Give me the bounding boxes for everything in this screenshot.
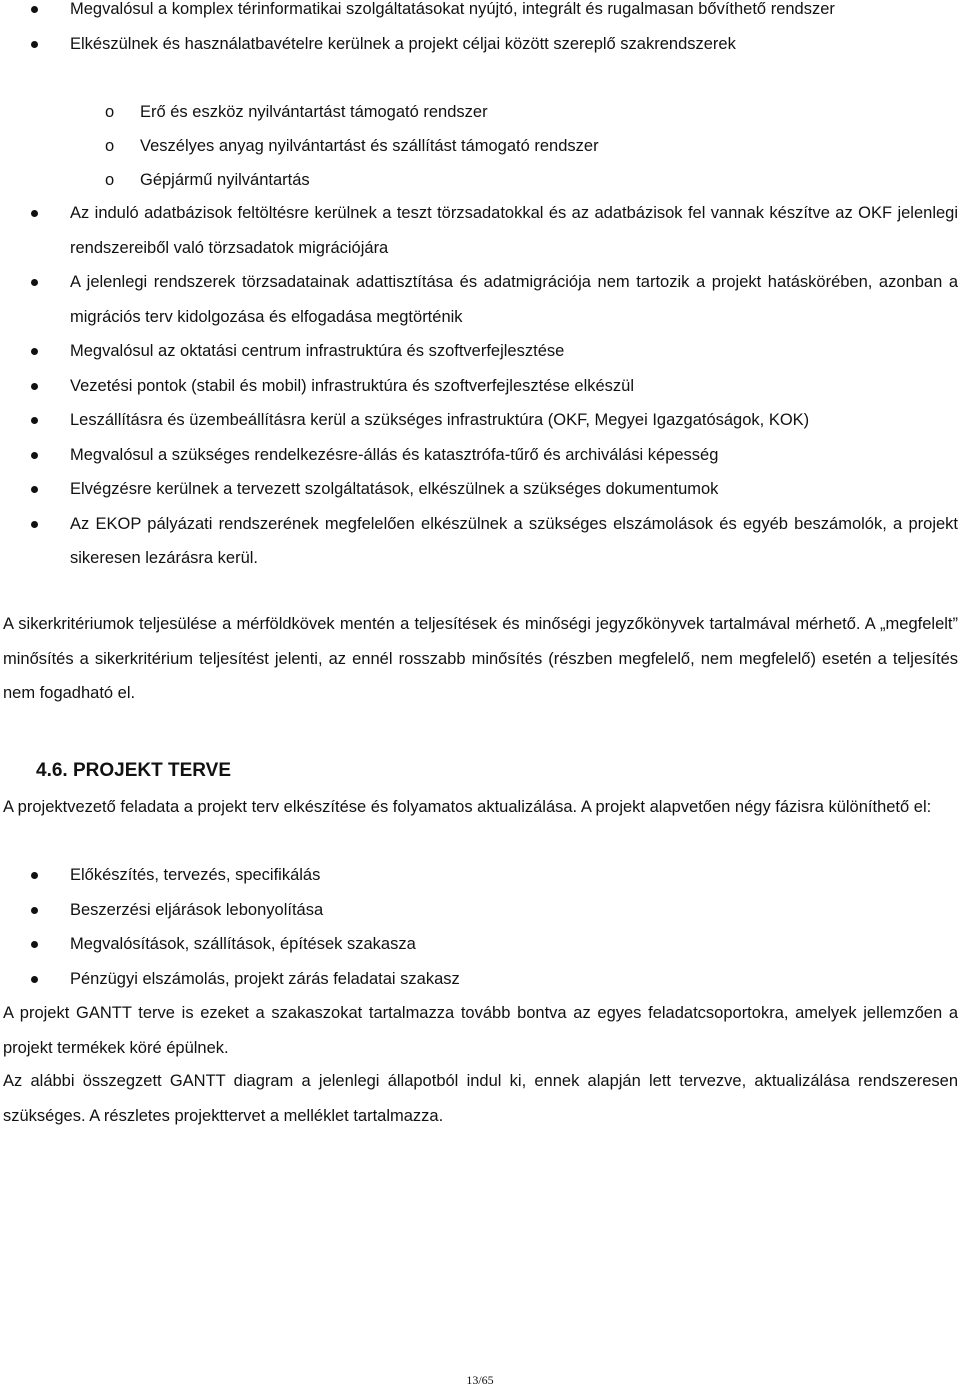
- circle-bullet-icon: o: [105, 137, 115, 155]
- bullet-icon: [31, 452, 38, 459]
- list-item: [0, 893, 960, 928]
- list-item-text: Megvalósul a komplex térinformatikai szolgáltatásokat nyújtó, integrált és rugalmasan bővíthető rendszer: [70, 0, 835, 18]
- bullet-icon: [31, 210, 38, 217]
- bullet-icon: [31, 41, 38, 48]
- bullet-icon: [31, 521, 38, 528]
- circle-bullet-icon: o: [105, 103, 115, 121]
- paragraph-gantt-plan: A projekt GANTT terve is ezeket a szakaszokat tartalmazza tovább bontva az egyes feladatcsoportokra, amelyek jellemzően a projekt termékek köré épülnek.: [3, 1004, 958, 1057]
- list-item-text: Elvégzésre kerülnek a tervezett szolgáltatások, elkészülnek a szükséges dokumentumok: [70, 480, 719, 498]
- sub-list-item-text: Gépjármű nyilvántartás: [140, 171, 310, 189]
- list-item-text: Leszállításra és üzembeállításra kerül a szükséges infrastruktúra (OKF, Megyei Igazgatóságok, KOK): [70, 411, 810, 429]
- list-item: [0, 0, 960, 27]
- sub-list-item-text: Veszélyes anyag nyilvántartást és szállítást támogató rendszer: [140, 137, 599, 155]
- sub-list-item-text: Erő és eszköz nyilvántartást támogató rendszer: [140, 103, 488, 121]
- list-item-text: Előkészítés, tervezés, specifikálás: [70, 866, 321, 884]
- circle-bullet-icon: o: [105, 171, 115, 189]
- list-item-text: Vezetési pontok (stabil és mobil) infrastruktúra és szoftverfejlesztése elkészül: [70, 376, 634, 395]
- bullet-icon: [31, 486, 38, 493]
- sub-list-item: [0, 95, 960, 129]
- list-item-text: Megvalósítások, szállítások, építések szakasza: [70, 935, 416, 953]
- bullet-icon: [31, 348, 38, 355]
- list-item: [0, 265, 960, 334]
- sub-list-item: [0, 163, 960, 197]
- list-item-text: Az induló adatbázisok feltöltésre kerülnek a teszt törzsadatokkal és az adatbázisok fel vannak készítve az OKF jelenlegi rendszereiből való törzsadatok migrációjára: [70, 204, 958, 257]
- list-item: [0, 334, 960, 369]
- list-item: [0, 858, 960, 893]
- list-item: [0, 962, 960, 997]
- bullet-list-phases: [0, 858, 960, 996]
- list-item-text: Beszerzési eljárások lebonyolítása: [70, 900, 324, 919]
- paragraph-project-phases: A projektvezető feladata a projekt terv elkészítése és folyamatos aktualizálása. A projekt alapvetően négy fázisra különíthető el:: [3, 798, 932, 816]
- list-item-text: Elkészülnek és használatbavételre kerülnek a projekt céljai között szereplő szakrendszerek: [70, 34, 736, 53]
- list-item: [0, 472, 960, 507]
- list-item: [0, 403, 960, 438]
- list-item: [0, 27, 960, 62]
- paragraph-success-criteria: A sikerkritériumok teljesülése a mérföldkövek mentén a teljesítések és minőségi jegyzőkönyvek tartalmával mérhető. A „megfelelt” minősítés a sikerkritérium teljesítést jelenti, az ennél rosszabb minősítés (részben megfelelő, nem megfelelő) esetén a teljesítés nem fogadható el.: [3, 615, 958, 702]
- section-heading: 4.6. PROJEKT TERVE: [36, 760, 231, 781]
- sub-list-systems: [0, 95, 960, 197]
- list-item: [0, 438, 960, 473]
- list-item-text: Pénzügyi elszámolás, projekt zárás feladatai szakasz: [70, 969, 460, 988]
- list-item: [0, 196, 960, 265]
- bullet-list-outcomes-2: [0, 196, 960, 576]
- bullet-icon: [31, 279, 38, 286]
- list-item-text: Az EKOP pályázati rendszerének megfelelően elkészülnek a szükséges elszámolások és egyéb beszámolók, a projekt sikeresen lezárásra kerül.: [70, 514, 958, 567]
- bullet-icon: [31, 6, 38, 13]
- list-item: [0, 507, 960, 576]
- sub-list-item: [0, 129, 960, 163]
- bullet-list-outcomes-1: [0, 0, 960, 61]
- list-item: [0, 369, 960, 404]
- bullet-icon: [31, 417, 38, 424]
- bullet-icon: [31, 383, 38, 390]
- list-item-text: A jelenlegi rendszerek törzsadatainak adattisztítása és adatmigrációja nem tartozik a projekt hatáskörében, azonban a migrációs terv kidolgozása és elfogadása megtörténik: [70, 273, 958, 326]
- list-item: [0, 927, 960, 962]
- paragraph-gantt-summary: Az alábbi összegzett GANTT diagram a jelenlegi állapotból indul ki, ennek alapján lett tervezve, aktualizálása rendszeresen szükséges. A részletes projekttervet a melléklet tartalmazza.: [3, 1072, 958, 1125]
- list-item-text: Megvalósul az oktatási centrum infrastruktúra és szoftverfejlesztése: [70, 342, 565, 360]
- bullet-icon: [31, 976, 38, 983]
- bullet-icon: [31, 907, 38, 914]
- list-item-text: Megvalósul a szükséges rendelkezésre-állás és katasztrófa-tűrő és archiválási képesség: [70, 445, 719, 464]
- page-number: 13/65: [466, 1373, 494, 1387]
- bullet-icon: [31, 872, 38, 879]
- bullet-icon: [31, 941, 38, 948]
